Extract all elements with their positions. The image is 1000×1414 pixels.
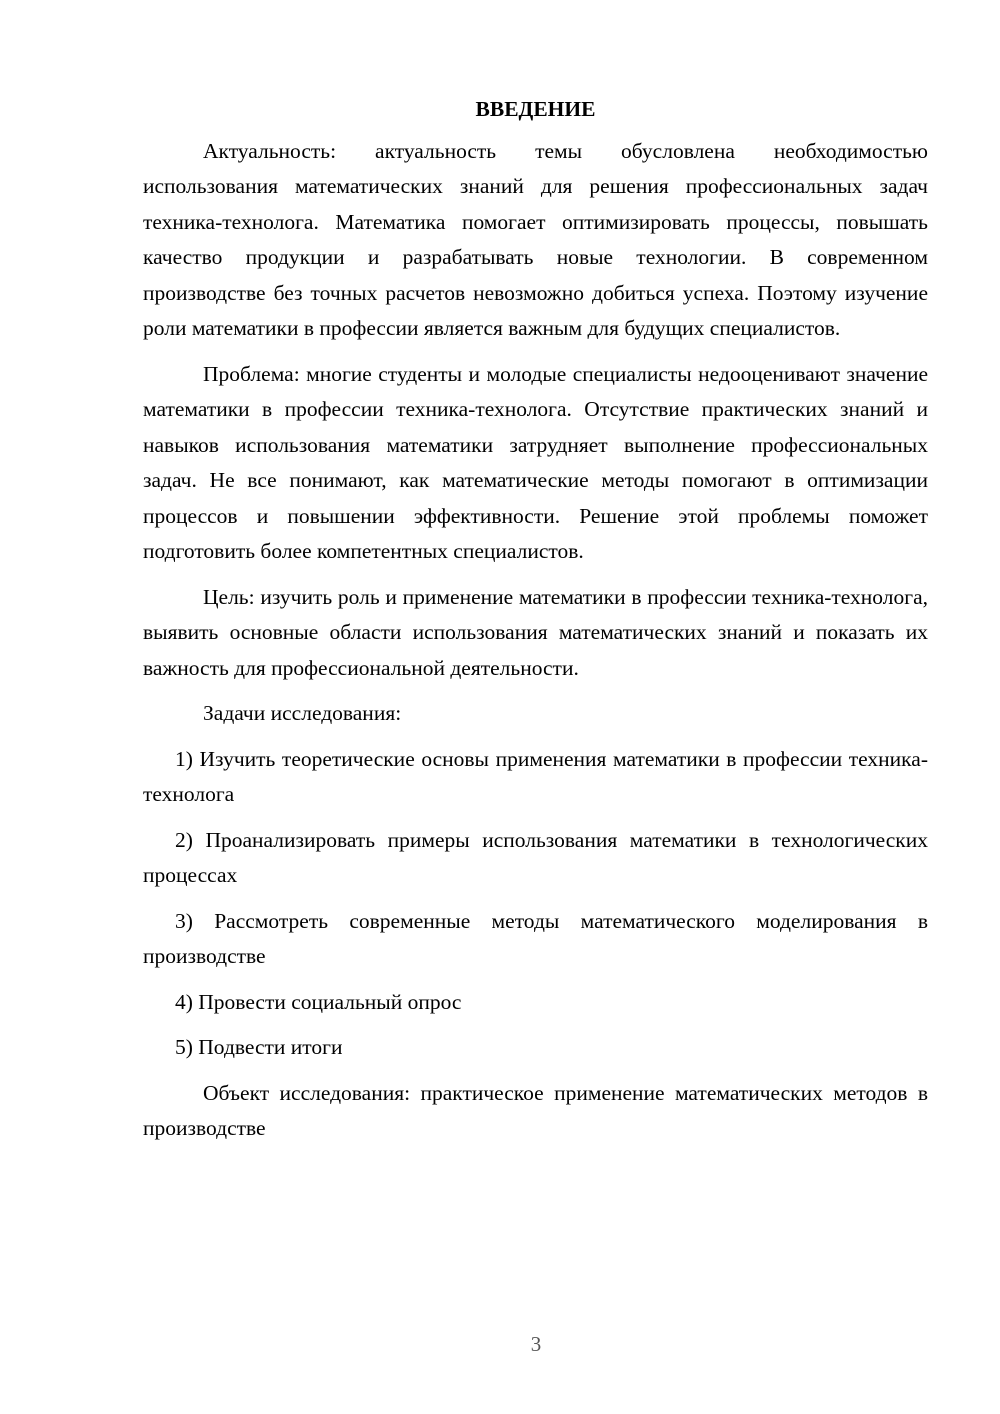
page-title: ВВЕДЕНИЕ bbox=[475, 97, 596, 121]
list-item: 4) Провести социальный опрос bbox=[175, 989, 462, 1014]
list-item: 5) Подвести итоги bbox=[175, 1035, 343, 1059]
object-paragraph: Объект исследования: практическое применение математических методов в производстве bbox=[143, 1080, 928, 1140]
document-page bbox=[143, 92, 928, 1157]
problem-paragraph: Проблема: многие студенты и молодые специалисты недооценивают значение математики в профессии техника-технолога. Отсутствие практических знаний и навыков использования математики затрудняет выполнение профессиональных задач. Не все понимают, как математические методы помогают в оптимизации процессов и повышении эффективности. Решение этой проблемы поможет подготовить более компетентных специалистов. bbox=[143, 361, 928, 563]
tasks-heading: Задачи исследования: bbox=[203, 701, 402, 725]
list-item: 1) Изучить теоретические основы применения математики в профессии техника-технолога bbox=[143, 746, 928, 806]
list-item: 2) Проанализировать примеры использования математики в технологических процессах bbox=[143, 827, 928, 887]
page-number: 3 bbox=[530, 1332, 542, 1356]
list-item: 3) Рассмотреть современные методы математического моделирования в производстве bbox=[143, 908, 928, 968]
tasks-list bbox=[143, 742, 928, 1066]
goal-paragraph: Цель: изучить роль и применение математики в профессии техника-технолога, выявить основные области использования математических знаний и показать их важность для профессиональной деятельности. bbox=[143, 584, 928, 680]
relevance-paragraph: Актуальность: актуальность темы обусловлена необходимостью использования математических знаний для решения профессиональных задач техника-технолога. Математика помогает оптимизировать процессы, повышать качество продукции и разрабатывать новые технологии. В современном производстве без точных расчетов невозможно добиться успеха. Поэтому изучение роли математики в профессии является важным для будущих специалистов. bbox=[143, 138, 928, 340]
